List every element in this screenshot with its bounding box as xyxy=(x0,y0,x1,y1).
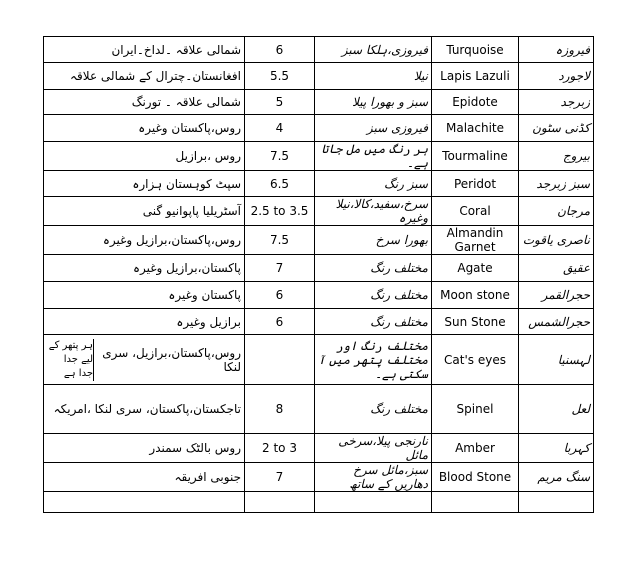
table-row xyxy=(44,463,594,492)
table-row xyxy=(44,255,594,282)
region-text: تاجکستان،پاکستان، سری لنکا ،امریکہ xyxy=(53,402,241,416)
hardness-cell: 5 xyxy=(245,90,315,115)
english-name-cell: Moon stone xyxy=(432,282,519,309)
region-cell xyxy=(44,282,245,309)
table-row xyxy=(44,37,594,63)
color-cell xyxy=(315,492,432,513)
hardness-cell: 2.5 to 3.5 xyxy=(245,197,315,226)
region-text: پاکستان وغیرہ xyxy=(168,288,241,302)
region-text: آسٹریلیا پاپوانیو گنی xyxy=(142,204,241,218)
english-name-cell: Tourmaline xyxy=(432,142,519,171)
region-text: روس ،برازیل xyxy=(175,149,241,163)
urdu-name-cell: لہسنیا xyxy=(519,335,594,385)
urdu-name-cell: عقیق xyxy=(519,255,594,282)
urdu-name-cell: ناصری یاقوت xyxy=(519,226,594,255)
english-name-cell: Peridot xyxy=(432,171,519,197)
color-cell: سبز و بھورا پیلا xyxy=(315,90,432,115)
hardness-cell: 4 xyxy=(245,115,315,142)
region-cell xyxy=(44,309,245,335)
region-text: پاکستان،برازیل وغیرہ xyxy=(132,261,241,275)
table-row xyxy=(44,142,594,171)
urdu-name-cell: حجرالشمس xyxy=(519,309,594,335)
english-name-cell: Cat's eyes xyxy=(432,335,519,385)
urdu-name-cell: زبرجد xyxy=(519,90,594,115)
region-cell xyxy=(44,171,245,197)
region-cell xyxy=(44,492,245,513)
table-row xyxy=(44,90,594,115)
region-cell xyxy=(44,335,245,385)
region-text: افغانستان۔چترال کے شمالی علاقہ xyxy=(70,69,241,83)
urdu-name-cell: بیروج xyxy=(519,142,594,171)
english-name-cell xyxy=(432,492,519,513)
region-note: ہر پتھر کے لیے جدا جدا ہے xyxy=(48,340,93,379)
region-cell xyxy=(44,37,245,63)
region-text: جنوبی افریقہ xyxy=(174,470,241,484)
hardness-cell xyxy=(245,335,315,385)
hardness-cell: 7.5 xyxy=(245,226,315,255)
region-cell xyxy=(44,63,245,90)
region-cell xyxy=(44,197,245,226)
hardness-cell: 5.5 xyxy=(245,63,315,90)
gemstone-table xyxy=(43,36,594,513)
hardness-cell: 7.5 xyxy=(245,142,315,171)
english-name-cell: Turquoise xyxy=(432,37,519,63)
urdu-name-cell: کہربا xyxy=(519,434,594,463)
urdu-name-cell: فیروزہ xyxy=(519,37,594,63)
hardness-cell: 6 xyxy=(245,37,315,63)
color-cell: مختلف رنگ اور مختلف پتھر میں آ سکتی ہے۔ xyxy=(315,335,432,385)
hardness-cell: 6.5 xyxy=(245,171,315,197)
gemstone-table-body xyxy=(44,37,594,513)
table-row xyxy=(44,309,594,335)
hardness-cell: 7 xyxy=(245,255,315,282)
english-name-cell: Amber xyxy=(432,434,519,463)
color-cell: مختلف رنگ xyxy=(315,255,432,282)
english-name-cell: Malachite xyxy=(432,115,519,142)
color-cell: ہر رنگ میں مل جاتا ہے۔ xyxy=(315,142,432,171)
region-text: سپٹ کوہستان ہزارہ xyxy=(132,176,241,191)
table-row xyxy=(44,197,594,226)
region-cell xyxy=(44,434,245,463)
urdu-name-cell: لعل xyxy=(519,385,594,434)
english-name-cell: Almandin Garnet xyxy=(432,226,519,255)
table-row xyxy=(44,434,594,463)
hardness-cell: 8 xyxy=(245,385,315,434)
region-cell xyxy=(44,255,245,282)
region-text: روس،پاکستان،برازیل، سری لنکا xyxy=(102,345,241,374)
color-cell: مختلف رنگ xyxy=(315,385,432,434)
color-cell: بھورا سرخ xyxy=(315,226,432,255)
hardness-cell xyxy=(245,492,315,513)
hardness-cell: 6 xyxy=(245,309,315,335)
color-cell: نارنجی پیلا،سرخی مائل xyxy=(315,434,432,463)
region-cell xyxy=(44,226,245,255)
table-row xyxy=(44,171,594,197)
table-row xyxy=(44,63,594,90)
region-cell xyxy=(44,385,245,434)
table-row xyxy=(44,115,594,142)
english-name-cell: Lapis Lazuli xyxy=(432,63,519,90)
region-cell xyxy=(44,142,245,171)
english-name-cell: Spinel xyxy=(432,385,519,434)
english-name-cell: Coral xyxy=(432,197,519,226)
region-text: شمالی علاقہ ۔لداخ۔ایران xyxy=(111,42,241,57)
color-cell: فیروزی،ہلکا سبز xyxy=(315,37,432,63)
color-cell: سرخ،سفید،کالا،نیلا وغیرہ xyxy=(315,197,432,226)
english-name-cell: Agate xyxy=(432,255,519,282)
region-text: برازیل وغیرہ xyxy=(176,314,241,329)
urdu-name-cell: کڈنی سٹون xyxy=(519,115,594,142)
color-cell: مختلف رنگ xyxy=(315,282,432,309)
region-cell xyxy=(44,115,245,142)
table-row xyxy=(44,385,594,434)
color-cell: مختلف رنگ xyxy=(315,309,432,335)
region-text: روس بالٹک سمندر xyxy=(149,441,241,455)
table-row xyxy=(44,226,594,255)
region-text: روس،پاکستان وغیرہ xyxy=(138,121,241,135)
region-text: روس،پاکستان،برازیل وغیرہ xyxy=(102,233,241,247)
color-cell: سبز رنگ xyxy=(315,171,432,197)
urdu-name-cell xyxy=(519,492,594,513)
table-row xyxy=(44,335,594,385)
urdu-name-cell: مرجان xyxy=(519,197,594,226)
urdu-name-cell: سبز زبرجد xyxy=(519,171,594,197)
hardness-cell: 7 xyxy=(245,463,315,492)
urdu-name-cell: لاجورد xyxy=(519,63,594,90)
english-name-cell: Epidote xyxy=(432,90,519,115)
english-name-cell: Sun Stone xyxy=(432,309,519,335)
urdu-name-cell: حجرالقمر xyxy=(519,282,594,309)
region-text: شمالی علاقہ ۔ تورنگ xyxy=(131,95,241,109)
color-cell: نیلا xyxy=(315,63,432,90)
region-cell xyxy=(44,90,245,115)
table-row xyxy=(44,282,594,309)
urdu-name-cell: سنگ مریم xyxy=(519,463,594,492)
table-row xyxy=(44,492,594,513)
hardness-cell: 2 to 3 xyxy=(245,434,315,463)
color-cell: فیروزی سبز xyxy=(315,115,432,142)
region-cell xyxy=(44,463,245,492)
english-name-cell: Blood Stone xyxy=(432,463,519,492)
color-cell: سبز،مائل سرخ دھاریں کے ساتھ xyxy=(315,463,432,492)
hardness-cell: 6 xyxy=(245,282,315,309)
